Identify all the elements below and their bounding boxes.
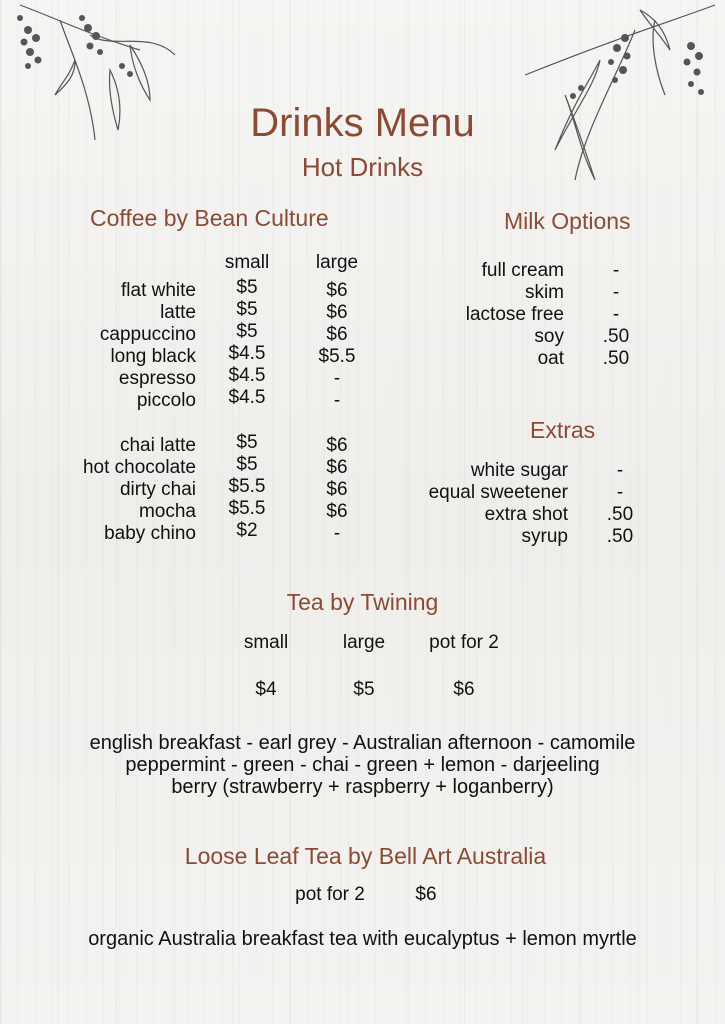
extras-price: .50 (606, 526, 634, 547)
coffee-name: piccolo (136, 390, 196, 411)
milk-name: lactose free (465, 304, 564, 325)
coffee-small-price: $5 (236, 277, 258, 298)
tea-varieties-line-2: peppermint - green - chai - green + lemon - darjeeling (125, 754, 600, 776)
coffee-large-price: $6 (326, 280, 348, 301)
milk-price: .50 (602, 348, 630, 369)
coffee-name: flat white (121, 280, 196, 301)
coffee-large-price: $6 (326, 324, 348, 345)
coffee-small-price: $5 (236, 454, 258, 475)
loose-leaf-price: $6 (415, 884, 437, 905)
coffee-name: latte (160, 302, 196, 323)
milk-name: full cream (481, 260, 564, 281)
extras-price: .50 (606, 504, 634, 525)
coffee-large-price: $6 (326, 302, 348, 323)
coffee-heading: Coffee by Bean Culture (90, 205, 329, 231)
coffee-small-price: $4.5 (228, 343, 266, 364)
coffee-large-price: $6 (326, 435, 348, 456)
coffee-name: dirty chai (119, 479, 196, 500)
extras-price: - (616, 460, 624, 481)
coffee-large-price: $6 (326, 457, 348, 478)
tea-size-large: large (342, 632, 386, 653)
coffee-small-price: $5 (236, 299, 258, 320)
coffee-large-price: $5.5 (318, 346, 356, 367)
menu-title: Drinks Menu (250, 101, 475, 145)
coffee-name: hot chocolate (82, 457, 196, 478)
coffee-large-price: - (333, 390, 341, 411)
milk-heading: Milk Options (504, 208, 631, 234)
coffee-name: espresso (118, 368, 196, 389)
coffee-col-small: small (224, 252, 270, 273)
coffee-name: long black (110, 346, 196, 367)
coffee-large-price: - (333, 368, 341, 389)
coffee-small-price: $5.5 (228, 498, 266, 519)
tea-price-large: $5 (353, 679, 375, 700)
milk-name: skim (524, 282, 564, 303)
extras-name: white sugar (470, 460, 568, 481)
coffee-name: baby chino (104, 523, 196, 544)
coffee-small-price: $5 (236, 432, 258, 453)
coffee-small-price: $4.5 (228, 365, 266, 386)
extras-name: extra shot (484, 504, 568, 525)
extras-heading: Extras (530, 417, 596, 443)
tea-price-pot: $6 (453, 679, 475, 700)
loose-leaf-description: organic Australia breakfast tea with eucalyptus + lemon myrtle (88, 928, 637, 950)
coffee-small-price: $2 (236, 520, 258, 541)
coffee-name: cappuccino (99, 324, 196, 345)
coffee-large-price: $6 (326, 479, 348, 500)
tea-price-small: $4 (255, 679, 277, 700)
tea-varieties-line-1: english breakfast - earl grey - Australian afternoon - camomile (89, 732, 636, 754)
extras-price: - (616, 482, 624, 503)
coffee-name: mocha (138, 501, 196, 522)
tea-varieties-line-3: berry (strawberry + raspberry + loganberry) (171, 776, 554, 798)
milk-price: - (612, 282, 620, 303)
milk-name: oat (537, 348, 564, 369)
coffee-large-price: - (333, 523, 341, 544)
tea-size-pot: pot for 2 (429, 632, 499, 653)
loose-leaf-size: pot for 2 (295, 884, 365, 905)
tea-heading: Tea by Twining (286, 589, 439, 615)
extras-name: syrup (521, 526, 568, 547)
menu-subtitle: Hot Drinks (301, 152, 424, 182)
coffee-col-large: large (315, 252, 359, 273)
coffee-large-price: $6 (326, 501, 348, 522)
coffee-name: chai latte (119, 435, 196, 456)
milk-price: .50 (602, 326, 630, 347)
extras-name: equal sweetener (428, 482, 568, 503)
coffee-small-price: $5.5 (228, 476, 266, 497)
milk-price: - (612, 260, 620, 281)
coffee-small-price: $4.5 (228, 387, 266, 408)
tea-size-small: small (243, 632, 289, 653)
milk-name: soy (534, 326, 564, 347)
milk-price: - (612, 304, 620, 325)
coffee-small-price: $5 (236, 321, 258, 342)
loose-leaf-heading: Loose Leaf Tea by Bell Art Australia (184, 843, 547, 869)
